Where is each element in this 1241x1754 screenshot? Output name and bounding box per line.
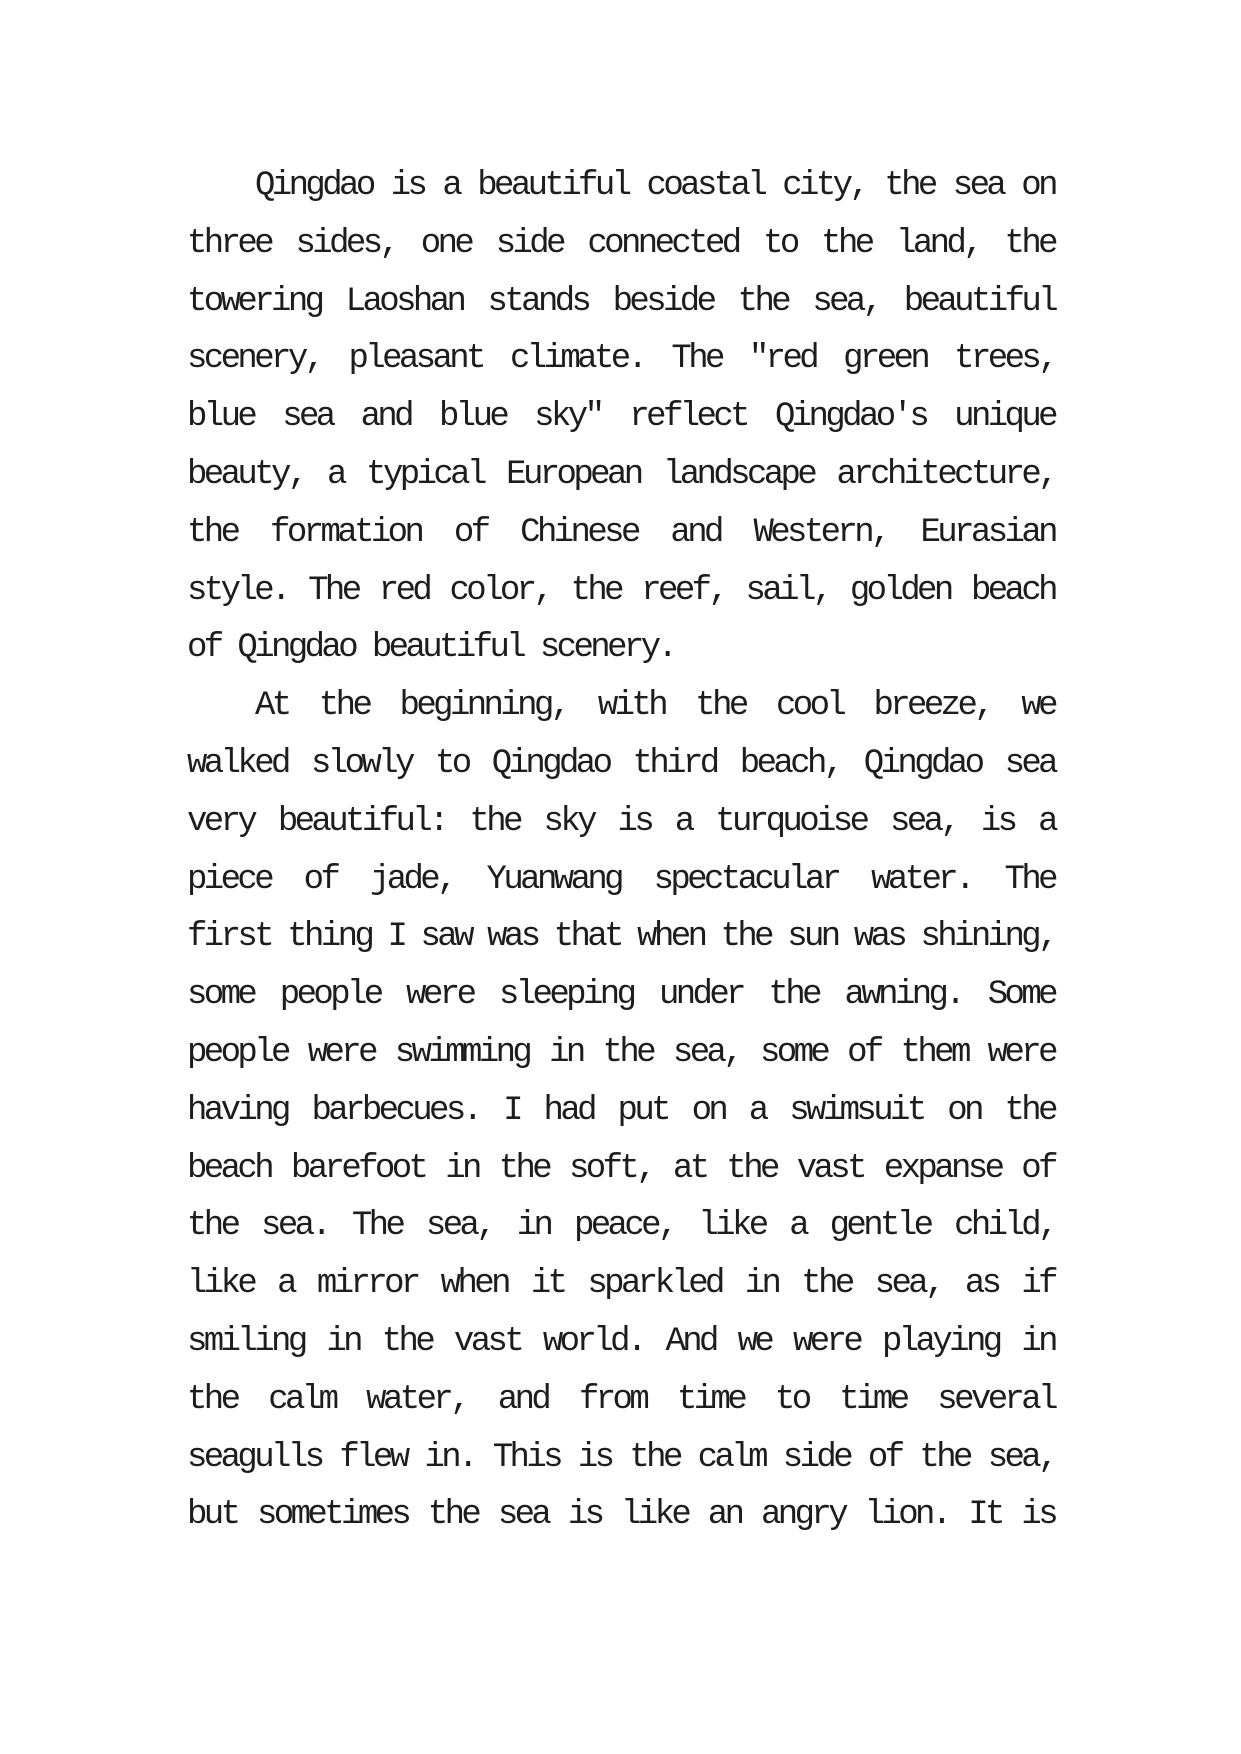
text-line: like a mirror when it sparkled in the sea, as if — [187, 1265, 1055, 1304]
text-line: towering Laoshan stands beside the sea, beautiful — [187, 282, 1055, 321]
text-line: style. The red color, the reef, sail, golden beach — [187, 571, 1055, 610]
text-line: of Qingdao beautiful scenery. — [187, 629, 675, 668]
text-line: three sides, one side connected to the land, the — [187, 224, 1055, 263]
text-line: piece of jade, Yuanwang spectacular water. The — [187, 860, 1055, 899]
text-block — [187, 158, 1055, 1545]
paragraph-2 — [187, 678, 1055, 1545]
text-line: beauty, a typical European landscape architecture, — [187, 455, 1055, 494]
text-line: smiling in the vast world. And we were playing in — [187, 1322, 1055, 1361]
text-line: At the beginning, with the cool breeze, we — [255, 687, 1055, 726]
text-line: the calm water, and from time to time several — [187, 1380, 1055, 1419]
text-line: blue sea and blue sky" reflect Qingdao's unique — [187, 398, 1055, 437]
text-line: beach barefoot in the soft, at the vast expanse of — [187, 1149, 1055, 1188]
text-line: some people were sleeping under the awning. Some — [187, 976, 1055, 1015]
text-line: scenery, pleasant climate. The "red green trees, — [187, 340, 1055, 379]
text-line: the sea. The sea, in peace, like a gentle child, — [187, 1207, 1055, 1246]
text-line: people were swimming in the sea, some of them were — [187, 1033, 1055, 1072]
paragraph-1 — [187, 158, 1055, 678]
text-line: the formation of Chinese and Western, Eurasian — [187, 513, 1055, 552]
text-line: seagulls flew in. This is the calm side of the sea, — [187, 1438, 1055, 1477]
text-line: Qingdao is a beautiful coastal city, the sea on — [255, 167, 1055, 205]
text-line: but sometimes the sea is like an angry lion. It is — [187, 1496, 1055, 1535]
text-line: having barbecues. I had put on a swimsuit on the — [187, 1091, 1055, 1130]
text-line: walked slowly to Qingdao third beach, Qingdao sea — [187, 744, 1055, 783]
text-line: first thing I saw was that when the sun was shining, — [187, 918, 1055, 957]
text-line: very beautiful: the sky is a turquoise sea, is a — [187, 802, 1055, 841]
